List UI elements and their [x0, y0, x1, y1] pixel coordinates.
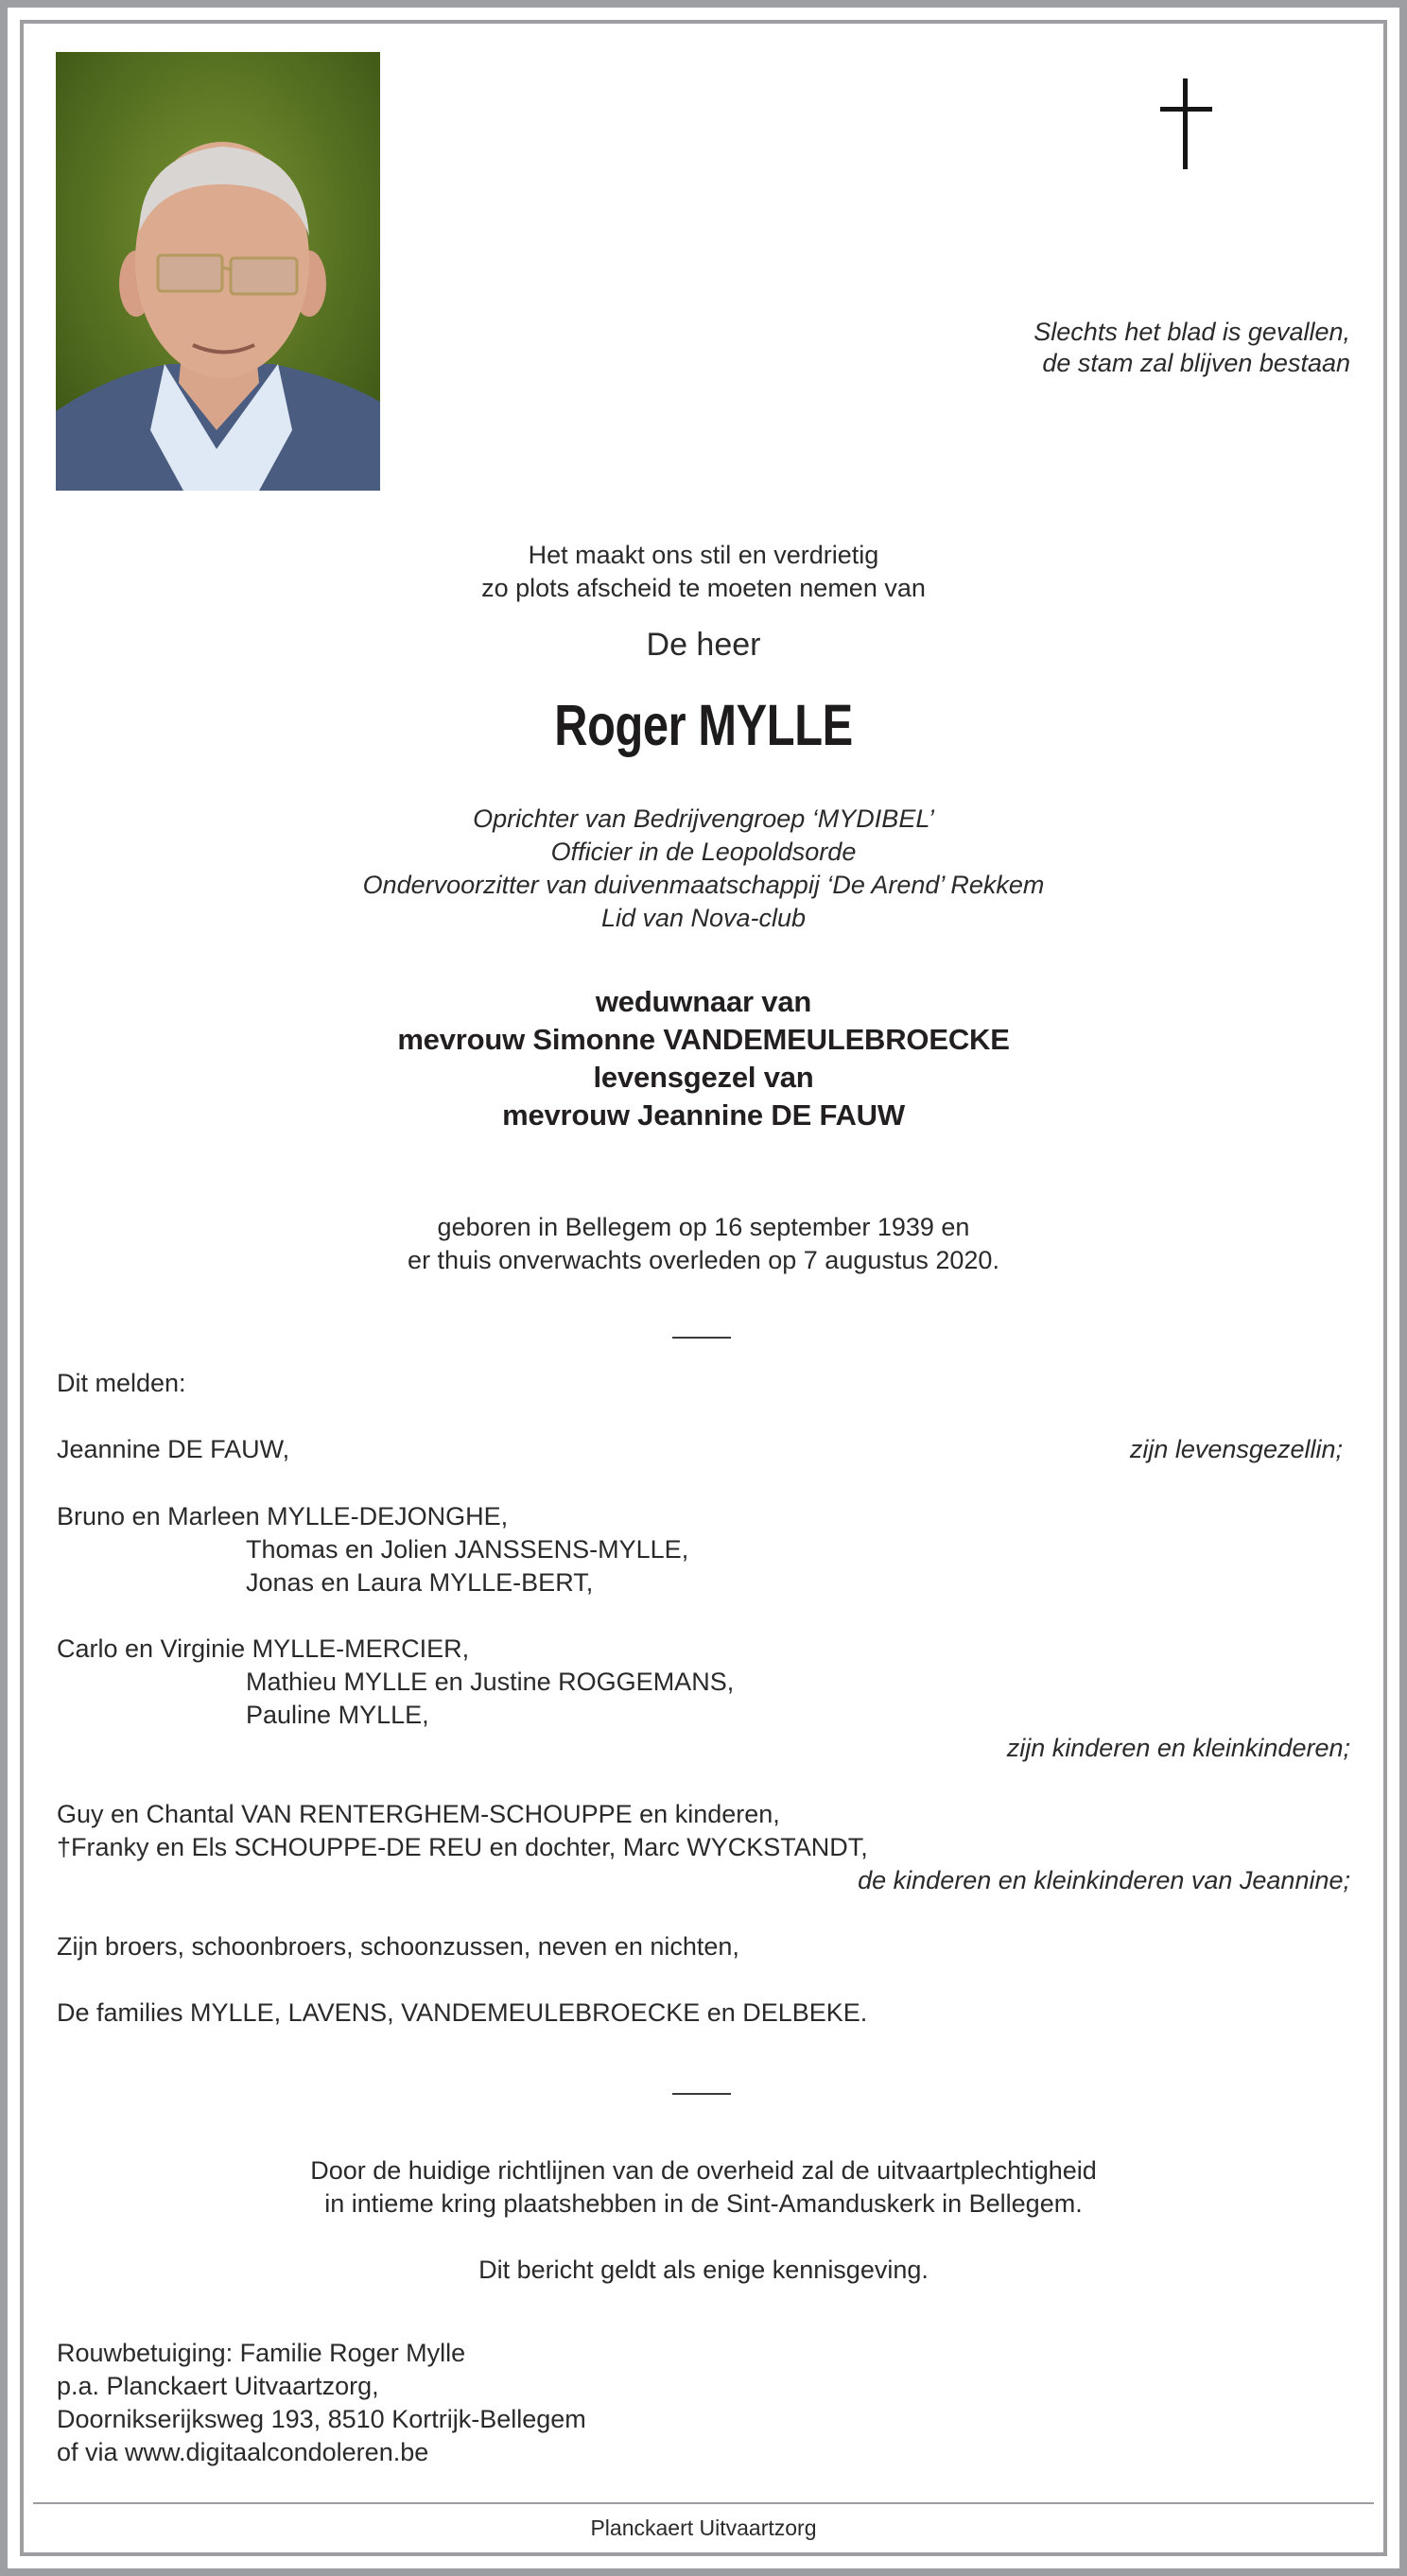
divider — [672, 2093, 731, 2095]
divider — [672, 1337, 731, 1339]
ceremony-line: in intieme kring plaatshebben in de Sint-Amanduskerk in Bellegem. — [324, 2189, 1083, 2218]
title-line: Lid van Nova-club — [600, 904, 807, 932]
intro-text — [24, 539, 1383, 605]
family-2-sub: Mathieu MYLLE en Justine ROGGEMANS, — [246, 1668, 735, 1696]
condolence-website-link[interactable]: of via www.digitaalcondoleren.be — [57, 2438, 429, 2466]
title-line: Officier in de Leopoldsorde — [550, 838, 857, 866]
birth-line: geboren in Bellegem op 16 september 1939 en — [437, 1213, 970, 1241]
deceased-name-wrap — [24, 692, 1383, 758]
partner-role: zijn levensgezellin; — [1129, 1435, 1343, 1463]
families-line: De families MYLLE, LAVENS, VANDEMEULEBROECKE en DELBEKE. — [57, 1998, 868, 2027]
family-2-sub: Pauline MYLLE, — [246, 1701, 429, 1729]
announce-heading: Dit melden: — [57, 1369, 186, 1397]
siblings-line: Zijn broers, schoonbroers, schoonzussen, neven en nichten, — [57, 1932, 739, 1961]
portrait-photo — [56, 52, 380, 491]
quote-line-1: Slechts het blad is gevallen, — [1034, 318, 1350, 346]
relation-line: weduwnaar van — [595, 985, 812, 1018]
jeannine-family-line: Guy en Chantal VAN RENTERGHEM-SCHOUPPE en kinderen, — [57, 1800, 780, 1828]
partner-name: Jeannine DE FAUW, — [57, 1435, 290, 1463]
quote-line-2: de stam zal blijven bestaan — [1042, 349, 1350, 377]
portrait-illustration — [56, 52, 380, 491]
family-1-main: Bruno en Marleen MYLLE-DEJONGHE, — [57, 1502, 509, 1530]
title-line: Ondervoorzitter van duivenmaatschappij ‘De Arend’ Rekkem — [362, 871, 1045, 899]
ceremony-line: Door de huidige richtlijnen van de overheid zal de uitvaartplechtigheid — [310, 2156, 1097, 2185]
condolence-line: Rouwbetuiging: Familie Roger Mylle — [57, 2339, 466, 2367]
footer-divider — [33, 2502, 1374, 2504]
titles — [24, 803, 1383, 935]
condolence-address: Doornikserijksweg 193, 8510 Kortrijk-Bellegem — [57, 2405, 586, 2433]
dates — [24, 1211, 1383, 1277]
footer-label: Planckaert Uitvaartzorg — [590, 2515, 817, 2540]
cross-vertical-bar — [1183, 78, 1188, 169]
relation-line: mevrouw Jeannine DE FAUW — [502, 1098, 905, 1132]
ceremony-text — [24, 2154, 1383, 2221]
salutation: De heer — [646, 627, 761, 663]
family-1-sub: Thomas en Jolien JANSSENS-MYLLE, — [246, 1535, 689, 1564]
cross-horizontal-bar — [1160, 107, 1212, 112]
deceased-name: Roger MYLLE — [554, 693, 853, 757]
family-2-main: Carlo en Virginie MYLLE-MERCIER, — [57, 1634, 470, 1663]
intro-line-1: Het maakt ons stil en verdrietig — [528, 541, 879, 569]
jeannine-family-line: †Franky en Els SCHOUPPE-DE REU en dochter, Marc WYCKSTANDT, — [57, 1833, 868, 1861]
intro-line-2: zo plots afscheid te moeten nemen van — [481, 574, 926, 602]
quote — [783, 317, 1350, 379]
family-1-sub: Jonas en Laura MYLLE-BERT, — [246, 1568, 594, 1597]
relation-line: mevrouw Simonne VANDEMEULEBROECKE — [397, 1023, 1010, 1056]
notice-line: Dit bericht geldt als enige kennisgeving. — [478, 2256, 929, 2284]
condolence-line: p.a. Planckaert Uitvaartzorg, — [57, 2372, 379, 2400]
title-line: Oprichter van Bedrijvengroep ‘MYDIBEL’ — [473, 804, 934, 833]
jeannine-family-role: de kinderen en kleinkinderen van Jeannine; — [858, 1866, 1350, 1894]
relations — [24, 983, 1383, 1134]
children-role: zijn kinderen en kleinkinderen; — [1006, 1734, 1350, 1762]
relation-line: levensgezel van — [593, 1061, 814, 1094]
death-line: er thuis onverwachts overleden op 7 augustus 2020. — [408, 1246, 999, 1274]
